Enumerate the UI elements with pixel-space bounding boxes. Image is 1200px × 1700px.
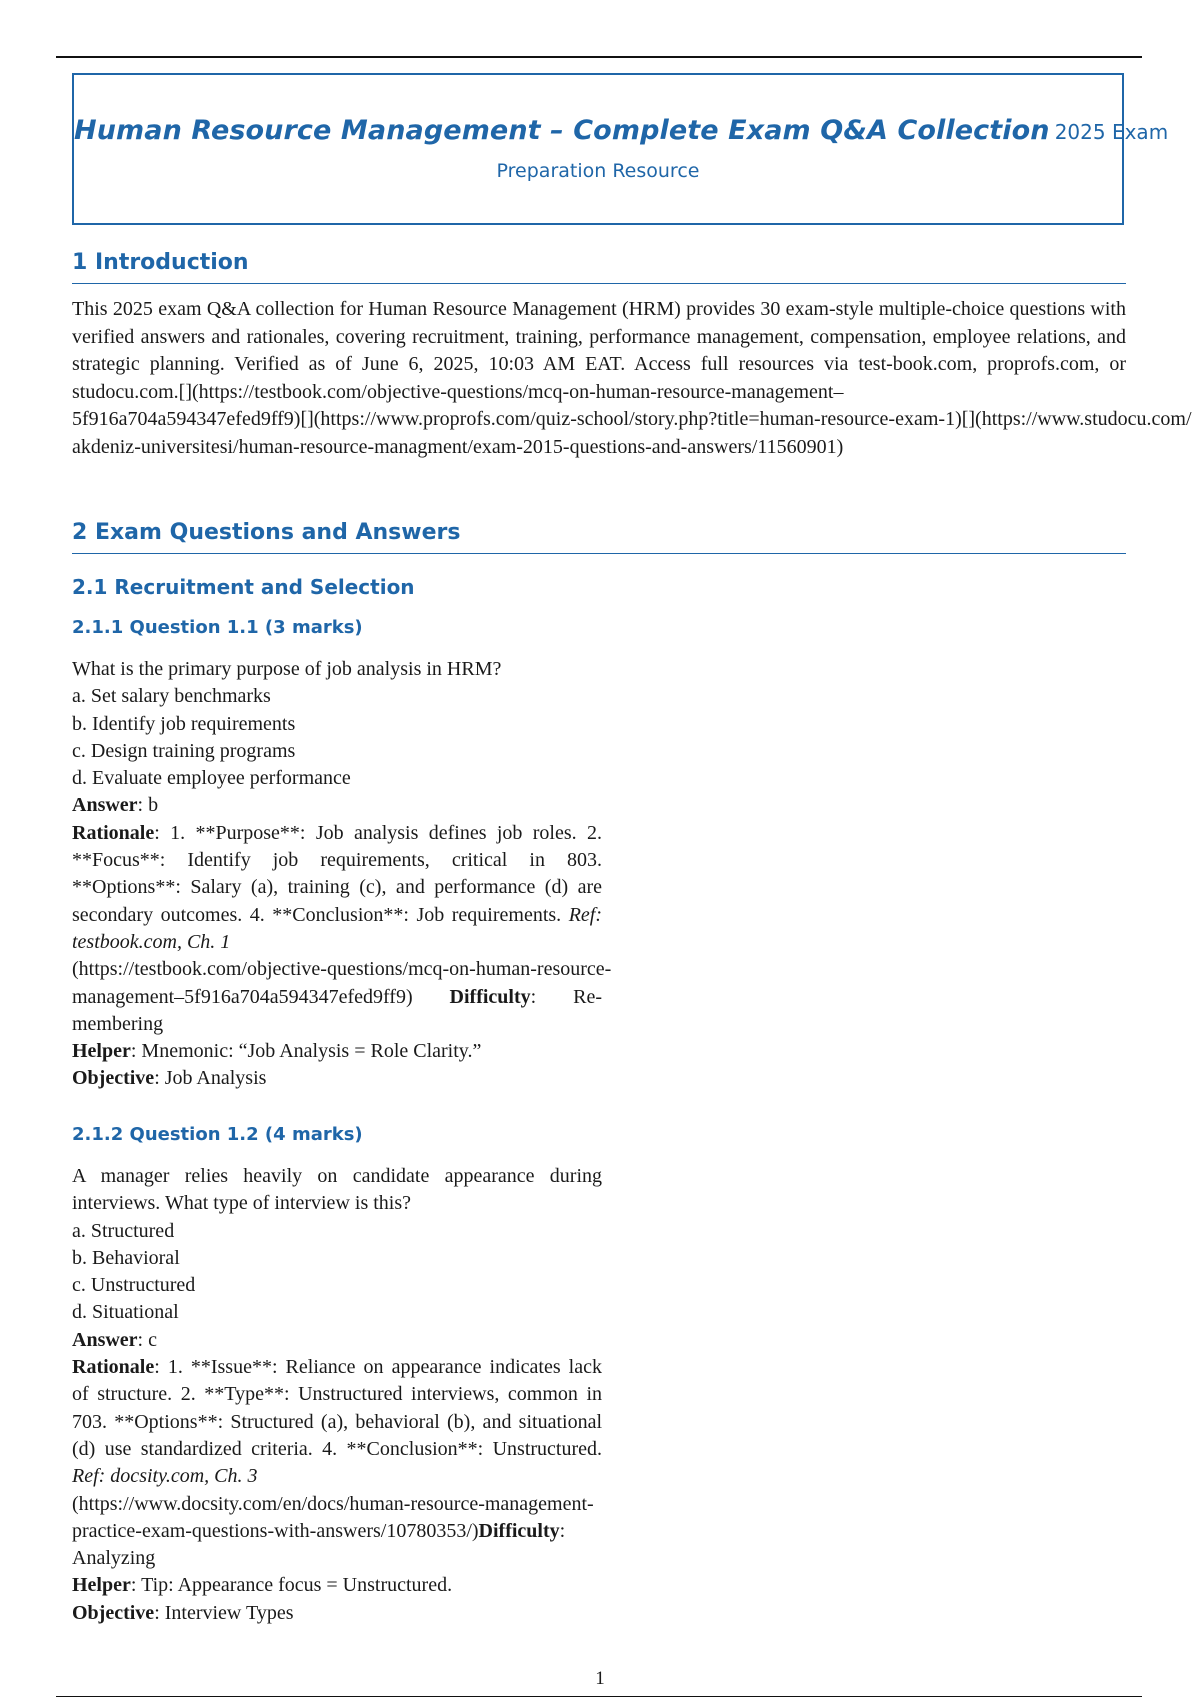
question-1-option-a: a. Set salary benchmarks <box>72 685 271 708</box>
rationale-label: Rationale <box>72 1356 155 1379</box>
question-1-option-d: d. Evaluate employee performance <box>72 767 351 790</box>
helper-label: Helper <box>72 1574 131 1597</box>
answer-label: Answer <box>72 794 138 817</box>
difficulty-colon: : <box>559 1519 566 1542</box>
intro-paragraph <box>72 296 1192 461</box>
question-2-helper <box>72 1572 672 1599</box>
title-subtitle-line2: Preparation Resource <box>496 160 700 182</box>
question-1-option-c: c. Design training programs <box>72 739 296 762</box>
question-1-rationale <box>72 820 602 956</box>
question-2-rationale <box>72 1354 602 1490</box>
question-1-block <box>72 656 672 1093</box>
intro-link-2[interactable]: 5f916a704a594347efed9ff9)[](https://www.proprofs.com/quiz-school/story.php?title=human-resource-exam-1)[](https://www.studocu.com/ <box>72 408 1192 430</box>
helper-value: : Mnemonic: “Job Analysis = Role Clarity.” <box>130 1040 482 1063</box>
answer-value: : c <box>137 1328 157 1351</box>
difficulty-value: : Re-membering <box>72 985 602 1035</box>
difficulty-label: Difficulty <box>449 985 531 1008</box>
question-2-option-a: a. Structured <box>72 1219 175 1242</box>
intro-text: This 2025 exam Q&A collection for Human Resource Management (HRM) provides 30 exam-style multiple-choice questions with verified answers and rationales, covering recruitment, training, performance management, compensation, employee relations, and strategic planning. Verified as of June 6, 2025, 10:03 AM EAT. Access full resources via test-book.com, proprofs.com, or studocu.com. <box>72 298 1126 403</box>
title-box <box>72 73 1169 225</box>
question-1-answer <box>72 792 672 819</box>
question-2-url-difficulty <box>72 1518 672 1545</box>
intro-link-3[interactable]: akdeniz-universitesi/human-resource-managment/exam-2015-questions-and-answers/11560901) <box>72 435 844 458</box>
page-number: 1 <box>595 1668 605 1689</box>
difficulty-label: Difficulty <box>478 1519 560 1542</box>
rationale-ref: Ref: docsity.com, Ch. 3 <box>72 1465 258 1488</box>
question-1-helper <box>72 1038 672 1065</box>
question-1-objective <box>72 1065 672 1092</box>
top-rule <box>56 56 1142 58</box>
objective-label: Objective <box>72 1601 155 1624</box>
answer-value: : b <box>137 794 159 817</box>
helper-label: Helper <box>72 1040 131 1063</box>
question-2-answer <box>72 1327 672 1354</box>
section-2-heading: 2 Exam Questions and Answers <box>72 520 1126 554</box>
document-title: Human Resource Management – Complete Exam Q&A Collection <box>74 115 1050 146</box>
question-1-text: What is the primary purpose of job analysis in HRM? <box>72 658 502 680</box>
objective-label: Objective <box>72 1067 155 1090</box>
question-2-option-d: d. Situational <box>72 1301 179 1324</box>
rationale-text: : 1. **Purpose**: Job analysis defines job roles. 2. **Focus**: Identify job requirements, critical in 803. **Options**: Salary (a), training (c), and performance (d) are secondary outcomes. 4. **Conclusion**: Job requirements. <box>72 821 602 926</box>
intro-heading: 1 Introduction <box>72 250 1126 284</box>
helper-value: : Tip: Appearance focus = Unstructured. <box>130 1574 453 1597</box>
question-2-heading: 2.1.2 Question 1.2 (4 marks) <box>72 1124 363 1145</box>
question-1-url-difficulty <box>72 984 602 1039</box>
question-2-option-c: c. Unstructured <box>72 1274 196 1297</box>
rationale-text: : 1. **Issue**: Reliance on appearance indicates lack of structure. 2. **Type**: Unstructured interviews, common in 703. **Options**: Structured (a), behavioral (b), and situational (d) use standardized criteria. 4. **Conclusion**: Unstructured. <box>72 1356 602 1460</box>
question-1-url-1[interactable]: (https://testbook.com/objective-questions/mcq-on-human-resource- <box>72 958 612 981</box>
section-2-1-heading: 2.1 Recruitment and Selection <box>72 575 415 599</box>
question-1-heading: 2.1.1 Question 1.1 (3 marks) <box>72 617 363 638</box>
question-2-option-b: b. Behavioral <box>72 1246 180 1269</box>
question-2-difficulty-value: Analyzing <box>72 1547 156 1570</box>
answer-label: Answer <box>72 1328 138 1351</box>
question-2-objective <box>72 1600 672 1627</box>
question-1-option-b: b. Identify job requirements <box>72 712 296 735</box>
objective-value: : Interview Types <box>154 1601 294 1624</box>
question-2-block <box>72 1163 672 1627</box>
bottom-rule <box>56 1696 1142 1697</box>
intro-link-1[interactable]: [](https://testbook.com/objective-questions/mcq-on-human-resource-management– <box>178 380 844 403</box>
question-1-url-2[interactable]: management–5f916a704a594347efed9ff9) <box>72 985 413 1008</box>
rationale-label: Rationale <box>72 821 155 844</box>
title-line <box>74 111 1169 154</box>
title-subtitle: 2025 Exam <box>1054 120 1169 144</box>
rationale-ref: Ref: testbook.com, Ch. 1 <box>72 903 602 953</box>
question-2-url-1[interactable]: (https://www.docsity.com/en/docs/human-resource-management- <box>72 1492 594 1515</box>
objective-value: : Job Analysis <box>154 1067 267 1090</box>
question-2-url-2[interactable]: practice-exam-questions-with-answers/10780353/) <box>72 1519 479 1542</box>
question-2-text: A manager relies heavily on candidate appearance during interviews. What type of interview is this? <box>72 1165 602 1215</box>
